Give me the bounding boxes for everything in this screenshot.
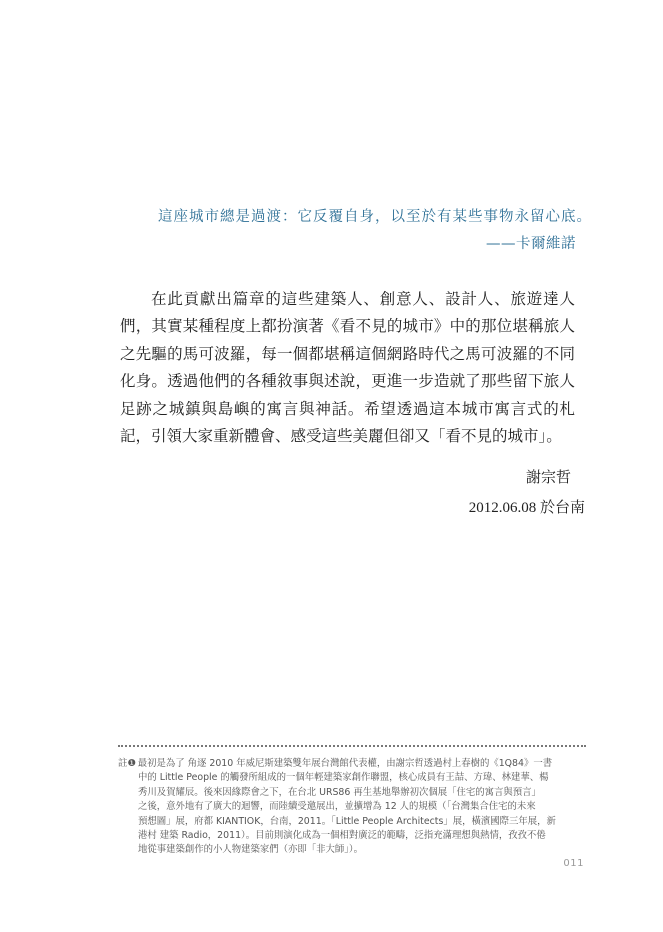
footnote-line — [118, 757, 588, 771]
page-number: 011 — [563, 858, 584, 869]
footnote-text-line: 地從事建築創作的小人物建築家們（亦即「非大師」）。 — [138, 844, 363, 856]
footnote — [118, 757, 588, 858]
footnote-text-line: 秀川及賀耀辰。後來因緣際會之下，在台北 URS86 再生基地舉辦初次個展「住宅的寓言與預言」 — [138, 786, 541, 798]
footnote-text-line: 中的 Little People 的觸發所組成的一個年輕建築家創作聯盟，核心成員有王喆、方瑋、林建華、楊 — [138, 772, 549, 784]
footnote-text-line: 預想圖」展，府都 KIANTIOK，台南，2011。「Little People Architects」展，橫濱國際三年展，新 — [138, 815, 556, 827]
footnote-marker: 註❶ — [118, 758, 136, 769]
author-signature: 謝宗哲 — [525, 468, 571, 486]
epigraph-attribution: ——卡爾維諾 — [486, 236, 576, 252]
footnote-text-line: 最初是為了 角逐 2010 年威尼斯建築雙年展台灣館代表權，由謝宗哲透過村上春樹的《1Q84》一書 — [137, 758, 553, 769]
main-body — [120, 286, 575, 450]
footnote-divider — [118, 745, 586, 747]
epigraph-quote: 這座城市總是過渡：它反覆自身，以至於有某些事物永留心底。 — [158, 209, 592, 225]
signature-date: 2012.06.08 於台南 — [468, 500, 585, 516]
body-paragraph: 在此貢獻出篇章的這些建築人、創意人、設計人、旅遊達人們，其實某種程度上都扮演著《看不見的城市》中的那位堪稱旅人之先驅的馬可波羅，每一個都堪稱這個網路時代之馬可波羅的不同化身。透過他們的各種敘事與述說，更進一步造就了那些留下旅人足跡之城鎮與島嶼的寓言與神話。希望透過這本城市寓言式的札記，引領大家重新體會、感受這些美麗但卻又「看不見的城市」。 — [120, 290, 575, 446]
footnote-text-line: 港村 建築 Radio，2011）。目前則演化成為一個相對廣泛的範疇，泛指充滿理想與熱情，孜孜不倦 — [138, 830, 546, 842]
footnote-text-line: 之後，意外地有了廣大的迴響，而陸續受邀展出，並擴增為 12 人的規模（「台灣集合住宅的未來 — [138, 801, 536, 813]
